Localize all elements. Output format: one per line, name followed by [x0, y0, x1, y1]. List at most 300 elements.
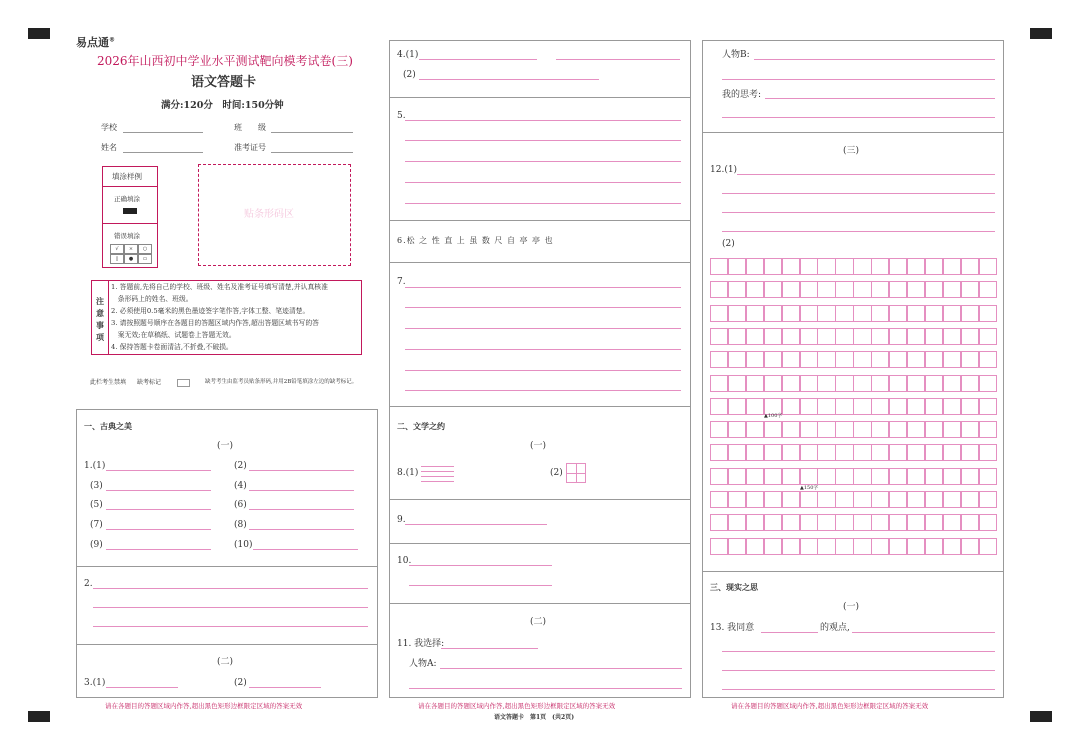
q13-answer-line[interactable]: [852, 632, 995, 633]
grid-cell[interactable]: [746, 538, 764, 555]
person-b-answer[interactable]: [722, 79, 995, 80]
q8-1-label: 8.(1): [397, 468, 419, 478]
grid-cell[interactable]: [853, 468, 871, 485]
grid-cell[interactable]: [782, 468, 800, 485]
q3-1-answer[interactable]: [106, 687, 178, 688]
grid-cell[interactable]: [728, 468, 746, 485]
grid-cell[interactable]: [979, 258, 997, 275]
grid-cell[interactable]: [764, 281, 782, 298]
grid-cell[interactable]: [817, 305, 835, 322]
grid-cell[interactable]: [817, 444, 835, 461]
grid-cell[interactable]: [925, 421, 943, 438]
grid-cell[interactable]: [764, 514, 782, 531]
q4-1-answer[interactable]: [419, 59, 537, 60]
name-field[interactable]: [123, 152, 203, 153]
grid-cell[interactable]: [800, 281, 818, 298]
grid-cell[interactable]: [800, 305, 818, 322]
grid-cell[interactable]: [889, 351, 907, 368]
grid-cell[interactable]: [764, 305, 782, 322]
grid-cell[interactable]: [889, 281, 907, 298]
grid-cell[interactable]: [907, 398, 925, 415]
exam-title: 2026年山西初中学业水平测试靶向模考试卷(三): [97, 54, 353, 68]
grid-cell[interactable]: [728, 328, 746, 345]
q3-2-answer[interactable]: [249, 687, 321, 688]
grid-cell[interactable]: [961, 514, 979, 531]
alignment-mark-bottom-right: [1030, 711, 1052, 722]
grid-cell[interactable]: [728, 538, 746, 555]
grid-cell[interactable]: [835, 514, 853, 531]
grid-cell[interactable]: [817, 491, 835, 508]
person-a-answer[interactable]: [409, 688, 682, 689]
grid-cell[interactable]: [782, 258, 800, 275]
grid-cell[interactable]: [710, 375, 728, 392]
q1-7-answer[interactable]: [106, 529, 211, 530]
divider: [76, 644, 378, 645]
grid-cell[interactable]: [907, 281, 925, 298]
grid-cell[interactable]: [817, 328, 835, 345]
section1-title: 一、古典之美: [84, 422, 132, 431]
grid-cell[interactable]: [764, 351, 782, 368]
grid-cell[interactable]: [853, 538, 871, 555]
grid-cell[interactable]: [943, 398, 961, 415]
grid-cell[interactable]: [907, 421, 925, 438]
grid-cell[interactable]: [710, 281, 728, 298]
section3-part1: (一): [843, 602, 860, 612]
grid-cell[interactable]: [728, 514, 746, 531]
grid-cell[interactable]: [979, 398, 997, 415]
q1-3-answer[interactable]: [106, 490, 211, 491]
grid-cell[interactable]: [925, 305, 943, 322]
grid-cell[interactable]: [782, 328, 800, 345]
grid-cell[interactable]: [746, 351, 764, 368]
grid-cell[interactable]: [710, 514, 728, 531]
grid-cell[interactable]: [979, 538, 997, 555]
grid-cell[interactable]: [746, 514, 764, 531]
q5-answer-line[interactable]: [405, 203, 681, 204]
person-b-label: 人物B:: [722, 50, 750, 60]
grid-cell[interactable]: [817, 538, 835, 555]
grid-cell[interactable]: [817, 258, 835, 275]
grid-cell[interactable]: [889, 328, 907, 345]
q13-answer-line[interactable]: [722, 670, 995, 671]
grid-cell[interactable]: [800, 421, 818, 438]
my-thought-answer[interactable]: [722, 117, 995, 118]
grid-cell[interactable]: [961, 468, 979, 485]
grid-cell[interactable]: [853, 398, 871, 415]
person-a-answer[interactable]: [440, 668, 682, 669]
grid-cell[interactable]: [817, 514, 835, 531]
grid-cell[interactable]: [961, 305, 979, 322]
grid-cell[interactable]: [925, 281, 943, 298]
grid-cell[interactable]: [943, 421, 961, 438]
notice-label-3: 事: [96, 320, 104, 330]
grid-cell[interactable]: [782, 444, 800, 461]
divider: [389, 543, 691, 544]
q2-answer-line[interactable]: [93, 607, 368, 608]
grid-cell[interactable]: [710, 258, 728, 275]
grid-cell[interactable]: [889, 375, 907, 392]
grid-cell[interactable]: [764, 328, 782, 345]
grid-cell[interactable]: [728, 281, 746, 298]
grid-cell[interactable]: [800, 351, 818, 368]
grid-cell[interactable]: [979, 305, 997, 322]
grid-cell[interactable]: [817, 468, 835, 485]
grid-cell[interactable]: [853, 421, 871, 438]
grid-cell[interactable]: [835, 491, 853, 508]
q7-answer-line[interactable]: [405, 390, 681, 391]
grid-cell[interactable]: [889, 468, 907, 485]
grid-cell[interactable]: [728, 444, 746, 461]
grid-cell[interactable]: [728, 398, 746, 415]
notice-item: 条形码上的姓名、班级。: [111, 295, 193, 303]
grid-cell[interactable]: [817, 375, 835, 392]
q5-answer-line[interactable]: [405, 161, 681, 162]
grid-cell[interactable]: [943, 258, 961, 275]
grid-cell[interactable]: [871, 281, 889, 298]
grid-cell[interactable]: [835, 328, 853, 345]
alignment-mark-top-right: [1030, 28, 1052, 39]
grid-cell[interactable]: [943, 538, 961, 555]
grid-cell[interactable]: [800, 444, 818, 461]
grid-cell[interactable]: [871, 444, 889, 461]
grid-cell[interactable]: [710, 421, 728, 438]
grid-cell[interactable]: [943, 468, 961, 485]
grid-cell[interactable]: [925, 328, 943, 345]
grid-cell[interactable]: [853, 491, 871, 508]
section1-part1: (一): [217, 441, 234, 451]
q1-9-label: (9): [90, 540, 103, 550]
q8-1-answer-lines[interactable]: [421, 465, 454, 483]
grid-cell[interactable]: [943, 351, 961, 368]
grid-cell[interactable]: [764, 421, 782, 438]
divider: [389, 97, 691, 98]
grid-cell[interactable]: [782, 538, 800, 555]
grid-cell[interactable]: [871, 514, 889, 531]
q12-1-answer-line[interactable]: [722, 231, 995, 232]
q13-answer-line[interactable]: [722, 651, 995, 652]
grid-cell[interactable]: [871, 468, 889, 485]
grid-cell[interactable]: [764, 538, 782, 555]
grid-cell[interactable]: [746, 258, 764, 275]
grid-cell[interactable]: [871, 258, 889, 275]
grid-cell[interactable]: [925, 351, 943, 368]
grid-cell[interactable]: [889, 444, 907, 461]
grid-cell[interactable]: [746, 491, 764, 508]
grid-cell[interactable]: [817, 421, 835, 438]
absent-checkbox[interactable]: [177, 379, 190, 387]
q1-6-answer[interactable]: [249, 509, 354, 510]
grid-cell[interactable]: [835, 421, 853, 438]
footer-warning: 请在各题目的答题区域内作答,超出黑色矩形边框限定区域的答案无效: [105, 702, 303, 710]
grid-cell[interactable]: [800, 258, 818, 275]
grid-cell[interactable]: [764, 468, 782, 485]
grid-cell[interactable]: [943, 375, 961, 392]
grid-cell[interactable]: [871, 538, 889, 555]
grid-cell[interactable]: [746, 421, 764, 438]
grid-cell[interactable]: [871, 351, 889, 368]
grid-cell[interactable]: [800, 538, 818, 555]
grid-cell[interactable]: [835, 538, 853, 555]
q7-answer-line[interactable]: [405, 370, 681, 371]
grid-cell[interactable]: [710, 468, 728, 485]
footer-warning: 请在各题目的答题区域内作答,超出黑色矩形边框限定区域的答案无效: [731, 702, 929, 710]
grid-cell[interactable]: [782, 398, 800, 415]
grid-cell[interactable]: [979, 421, 997, 438]
grid-cell[interactable]: [746, 398, 764, 415]
barcode-label: 贴条形码区: [244, 209, 294, 220]
grid-cell[interactable]: [746, 444, 764, 461]
grid-cell[interactable]: [871, 375, 889, 392]
q11-label: 11. 我选择:: [397, 639, 445, 649]
q4-2-answer[interactable]: [419, 79, 599, 80]
grid-cell[interactable]: [907, 328, 925, 345]
grid-cell[interactable]: [782, 375, 800, 392]
grid-cell[interactable]: [889, 258, 907, 275]
grid-cell[interactable]: [979, 328, 997, 345]
grid-cell[interactable]: [907, 351, 925, 368]
grid-cell[interactable]: [943, 305, 961, 322]
grid-cell[interactable]: [728, 375, 746, 392]
q1-8-answer[interactable]: [249, 529, 354, 530]
q1-8-label: (8): [234, 520, 247, 530]
writing-grid[interactable]: [710, 258, 997, 556]
grid-cell[interactable]: [961, 398, 979, 415]
grid-cell[interactable]: [871, 305, 889, 322]
grid-cell[interactable]: [961, 258, 979, 275]
grid-cell[interactable]: [961, 328, 979, 345]
grid-cell[interactable]: [764, 375, 782, 392]
q5-answer-line[interactable]: [405, 182, 681, 183]
grid-cell[interactable]: [710, 538, 728, 555]
grid-cell[interactable]: [907, 538, 925, 555]
grid-cell[interactable]: [907, 491, 925, 508]
grid-cell[interactable]: [835, 444, 853, 461]
notice-item: 案无效;在草稿纸、试题卷上答题无效。: [111, 331, 236, 339]
grid-cell[interactable]: [817, 398, 835, 415]
grid-cell[interactable]: [961, 444, 979, 461]
q9-answer[interactable]: [405, 524, 547, 525]
grid-cell[interactable]: [925, 538, 943, 555]
grid-cell[interactable]: [979, 351, 997, 368]
grid-cell[interactable]: [728, 491, 746, 508]
grid-cell[interactable]: [925, 491, 943, 508]
grid-cell[interactable]: [764, 258, 782, 275]
grid-cell[interactable]: [871, 328, 889, 345]
q4-1-answer-b[interactable]: [556, 59, 680, 60]
grid-cell[interactable]: [835, 468, 853, 485]
grid-cell[interactable]: [889, 421, 907, 438]
grid-cell[interactable]: [871, 398, 889, 415]
grid-cell[interactable]: [979, 514, 997, 531]
grid-cell[interactable]: [710, 305, 728, 322]
grid-cell[interactable]: [889, 305, 907, 322]
grid-cell[interactable]: [710, 491, 728, 508]
grid-cell[interactable]: [925, 444, 943, 461]
grid-cell[interactable]: [728, 351, 746, 368]
grid-cell[interactable]: [961, 491, 979, 508]
brand-logo: 易点通®: [76, 36, 115, 49]
school-label: 学校: [101, 123, 117, 132]
grid-cell[interactable]: [817, 351, 835, 368]
q7-answer-line[interactable]: [405, 307, 681, 308]
q1-9-answer[interactable]: [106, 549, 211, 550]
grid-cell[interactable]: [782, 421, 800, 438]
q7-answer-line[interactable]: [405, 328, 681, 329]
grid-cell[interactable]: [961, 375, 979, 392]
q7-answer-line[interactable]: [405, 287, 681, 288]
grid-cell[interactable]: [800, 398, 818, 415]
person-b-answer[interactable]: [754, 59, 995, 60]
grid-cell[interactable]: [889, 538, 907, 555]
grid-cell[interactable]: [728, 421, 746, 438]
school-field[interactable]: [123, 132, 203, 133]
grid-cell[interactable]: [907, 444, 925, 461]
q10-answer-line[interactable]: [409, 585, 552, 586]
q13-agree-answer[interactable]: [761, 632, 818, 633]
grid-cell[interactable]: [925, 375, 943, 392]
grid-cell[interactable]: [853, 281, 871, 298]
grid-cell[interactable]: [853, 258, 871, 275]
grid-cell[interactable]: [746, 375, 764, 392]
grid-cell[interactable]: [979, 281, 997, 298]
exam-no-field[interactable]: [271, 152, 353, 153]
class-field[interactable]: [271, 132, 353, 133]
divider: [389, 262, 691, 263]
grid-cell[interactable]: [961, 351, 979, 368]
grid-cell[interactable]: [782, 351, 800, 368]
grid-cell[interactable]: [979, 375, 997, 392]
grid-cell[interactable]: [710, 398, 728, 415]
grid-cell[interactable]: [800, 468, 818, 485]
grid-cell[interactable]: [961, 421, 979, 438]
q12-2-label: (2): [722, 239, 735, 249]
grid-cell[interactable]: [853, 305, 871, 322]
q3-1-label: 3.(1): [84, 678, 106, 688]
grid-cell[interactable]: [800, 328, 818, 345]
grid-cell[interactable]: [800, 491, 818, 508]
grid-cell[interactable]: [835, 258, 853, 275]
grid-cell[interactable]: [943, 328, 961, 345]
grid-cell[interactable]: [925, 398, 943, 415]
q7-answer-line[interactable]: [405, 349, 681, 350]
grid-cell[interactable]: [925, 468, 943, 485]
q1-1-answer[interactable]: [106, 470, 211, 471]
grid-cell[interactable]: [835, 375, 853, 392]
grid-cell[interactable]: [853, 375, 871, 392]
grid-cell[interactable]: [746, 468, 764, 485]
grid-cell[interactable]: [853, 351, 871, 368]
grid-cell[interactable]: [817, 281, 835, 298]
grid-cell[interactable]: [835, 398, 853, 415]
grid-cell[interactable]: [943, 281, 961, 298]
wrong-fill-marks: √ × ○ ▯ ● ▭: [110, 244, 152, 264]
grid-cell[interactable]: [943, 444, 961, 461]
grid-cell[interactable]: [782, 491, 800, 508]
grid-cell[interactable]: [907, 258, 925, 275]
q1-1-label: 1.(1): [84, 461, 106, 471]
grid-cell[interactable]: [764, 444, 782, 461]
grid-cell[interactable]: [835, 281, 853, 298]
q1-10-answer[interactable]: [253, 549, 358, 550]
grid-cell[interactable]: [710, 351, 728, 368]
grid-cell[interactable]: [800, 514, 818, 531]
grid-cell[interactable]: [764, 491, 782, 508]
grid-cell[interactable]: [871, 421, 889, 438]
q1-10-label: (10): [234, 540, 253, 550]
grid-cell[interactable]: [889, 398, 907, 415]
alignment-mark-bottom-left: [28, 711, 50, 722]
grid-cell[interactable]: [853, 328, 871, 345]
q12-1-answer-line[interactable]: [737, 174, 995, 175]
q10-answer-line[interactable]: [409, 565, 552, 566]
grid-cell[interactable]: [728, 305, 746, 322]
alignment-mark-top-left: [28, 28, 50, 39]
grid-cell[interactable]: [925, 514, 943, 531]
grid-cell[interactable]: [979, 468, 997, 485]
grid-cell[interactable]: [979, 444, 997, 461]
q4-1-label: 4.(1): [397, 50, 419, 60]
grid-cell[interactable]: [853, 514, 871, 531]
q2-answer-line[interactable]: [93, 626, 368, 627]
grid-cell[interactable]: [728, 258, 746, 275]
q1-4-answer[interactable]: [249, 490, 354, 491]
grid-cell[interactable]: [871, 491, 889, 508]
grid-cell[interactable]: [889, 491, 907, 508]
divider: [389, 220, 691, 221]
grid-cell[interactable]: [746, 281, 764, 298]
q2-answer-line[interactable]: [93, 588, 368, 589]
q1-5-answer[interactable]: [106, 509, 211, 510]
grid-cell[interactable]: [835, 305, 853, 322]
q5-answer-line[interactable]: [405, 120, 681, 121]
grid-cell[interactable]: [979, 491, 997, 508]
grid-cell[interactable]: [907, 305, 925, 322]
grid-cell[interactable]: [782, 305, 800, 322]
grid-cell[interactable]: [800, 375, 818, 392]
grid-cell[interactable]: [746, 328, 764, 345]
q13-prefix: 13. 我同意: [710, 623, 755, 633]
section1-box: [76, 409, 378, 698]
grid-cell[interactable]: [961, 538, 979, 555]
q10-label: 10.: [397, 556, 412, 566]
grid-cell[interactable]: [746, 305, 764, 322]
grid-cell[interactable]: [907, 375, 925, 392]
grid-cell[interactable]: [943, 491, 961, 508]
q5-answer-line[interactable]: [405, 140, 681, 141]
grid-cell[interactable]: [961, 281, 979, 298]
q12-1-answer-line[interactable]: [722, 212, 995, 213]
grid-cell[interactable]: [782, 514, 800, 531]
grid-cell[interactable]: [782, 281, 800, 298]
grid-cell[interactable]: [889, 514, 907, 531]
q7-label: 7.: [397, 277, 406, 287]
grid-cell[interactable]: [853, 444, 871, 461]
q12-1-answer-line[interactable]: [722, 193, 995, 194]
grid-cell[interactable]: [710, 328, 728, 345]
grid-cell[interactable]: [907, 514, 925, 531]
grid-cell[interactable]: [907, 468, 925, 485]
grid-cell[interactable]: [710, 444, 728, 461]
q8-2-answer-box[interactable]: [566, 463, 586, 483]
q13-answer-line[interactable]: [722, 689, 995, 690]
my-thought-answer[interactable]: [765, 98, 995, 99]
grid-cell[interactable]: [925, 258, 943, 275]
q1-2-answer[interactable]: [249, 470, 354, 471]
q2-label: 2.: [84, 579, 93, 589]
grid-cell[interactable]: [943, 514, 961, 531]
q11-answer[interactable]: [441, 648, 538, 649]
grid-cell[interactable]: [835, 351, 853, 368]
